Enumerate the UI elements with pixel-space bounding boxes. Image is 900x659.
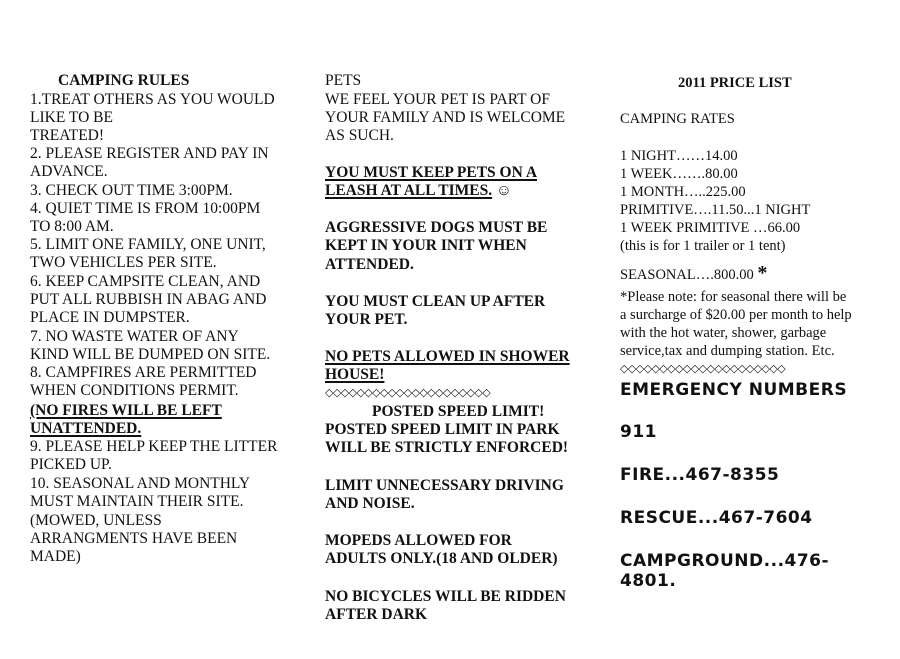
rate-line: PRIMITIVE….11.50...1 NIGHT (620, 202, 811, 218)
seasonal-note: service,tax and dumping station. Etc. (620, 343, 835, 359)
price-list-title: 2011 PRICE LIST (678, 75, 792, 91)
aggressive-dogs-rule: KEPT IN YOUR INIT WHEN (325, 237, 527, 254)
rule-line: TREATED! (30, 127, 105, 144)
rate-line: 1 WEEK…….80.00 (620, 166, 738, 182)
rate-line: (this is for 1 trailer or 1 tent) (620, 238, 786, 254)
rate-line: 1 WEEK PRIMITIVE …66.00 (620, 220, 801, 236)
emergency-911: 911 (620, 422, 657, 442)
pets-heading: PETS (325, 72, 362, 89)
pets-intro: AS SUCH. (325, 127, 394, 144)
rule-line: 8. CAMPFIRES ARE PERMITTED (30, 364, 257, 381)
asterisk-mark: * (757, 262, 768, 284)
rule-line: KIND WILL BE DUMPED ON SITE. (30, 346, 271, 363)
rule-line: MADE) (30, 548, 81, 565)
rule-line: 1.TREAT OTHERS AS YOU WOULD (30, 91, 275, 108)
pets-intro: YOUR FAMILY AND IS WELCOME (325, 109, 566, 126)
rule-line: TWO VEHICLES PER SITE. (30, 254, 217, 271)
rule-line: ADVANCE. (30, 163, 108, 180)
rate-line: 1 MONTH…..225.00 (620, 184, 746, 200)
rule-line: LIKE TO BE (30, 109, 113, 126)
rule-line: 10. SEASONAL AND MONTHLY (30, 475, 251, 492)
aggressive-dogs-rule: ATTENDED. (325, 256, 414, 273)
emergency-fire: FIRE...467-8355 (620, 465, 780, 485)
emergency-campground: CAMPGROUND...476- (620, 551, 830, 571)
emergency-campground: 4801. (620, 571, 677, 591)
emergency-rescue: RESCUE...467-7604 (620, 508, 813, 528)
smiley-icon: ☺ (496, 182, 512, 199)
seasonal-note: with the hot water, shower, garbage (620, 325, 827, 341)
rule-line: PLACE IN DUMPSTER. (30, 309, 190, 326)
cleanup-rule: YOUR PET. (325, 311, 408, 328)
mopeds-rule: ADULTS ONLY.(18 AND OLDER) (325, 550, 558, 567)
bicycles-rule: NO BICYCLES WILL BE RIDDEN (325, 588, 566, 605)
rule-line: 2. PLEASE REGISTER AND PAY IN (30, 145, 269, 162)
diamond-divider: ◇◇◇◇◇◇◇◇◇◇◇◇◇◇◇◇◇◇◇◇◇ (325, 387, 491, 399)
no-fires-note: UNATTENDED. (30, 420, 142, 437)
seasonal-note: a surcharge of $20.00 per month to help (620, 307, 852, 323)
leash-rule: YOU MUST KEEP PETS ON A (325, 164, 538, 181)
rule-line: 6. KEEP CAMPSITE CLEAN, AND (30, 273, 261, 290)
mopeds-rule: MOPEDS ALLOWED FOR (325, 532, 512, 549)
driving-rule: LIMIT UNNECESSARY DRIVING (325, 477, 564, 494)
rule-line: PICKED UP. (30, 456, 112, 473)
seasonal-note: *Please note: for seasonal there will be (620, 289, 847, 305)
shower-rule: HOUSE! (325, 366, 385, 383)
speed-limit-title: POSTED SPEED LIMIT! (372, 403, 545, 420)
aggressive-dogs-rule: AGGRESSIVE DOGS MUST BE (325, 219, 548, 236)
driving-rule: AND NOISE. (325, 495, 415, 512)
rule-line: (MOWED, UNLESS (30, 512, 162, 529)
rule-line: 3. CHECK OUT TIME 3:00PM. (30, 182, 233, 199)
camping-rules-heading: CAMPING RULES (58, 72, 190, 89)
emergency-numbers-heading: EMERGENCY NUMBERS (620, 380, 848, 400)
rate-line: 1 NIGHT……14.00 (620, 148, 738, 164)
camping-rates-heading: CAMPING RATES (620, 111, 735, 127)
cleanup-rule: YOU MUST CLEAN UP AFTER (325, 293, 546, 310)
pets-intro: WE FEEL YOUR PET IS PART OF (325, 91, 550, 108)
shower-rule: NO PETS ALLOWED IN SHOWER (325, 348, 570, 365)
rule-line: MUST MAINTAIN THEIR SITE. (30, 493, 244, 510)
leash-rule-text: LEASH AT ALL TIMES. (325, 182, 493, 199)
rule-line: 9. PLEASE HELP KEEP THE LITTER (30, 438, 278, 455)
seasonal-rate-text: SEASONAL….800.00 (620, 267, 754, 283)
rule-line: PUT ALL RUBBISH IN ABAG AND (30, 291, 267, 308)
seasonal-rate (620, 264, 767, 284)
rule-line: WHEN CONDITIONS PERMIT. (30, 382, 239, 399)
diamond-divider: ◇◇◇◇◇◇◇◇◇◇◇◇◇◇◇◇◇◇◇◇◇ (620, 363, 786, 375)
rule-line: 5. LIMIT ONE FAMILY, ONE UNIT, (30, 236, 266, 253)
rule-line: TO 8:00 AM. (30, 218, 114, 235)
rule-line: 4. QUIET TIME IS FROM 10:00PM (30, 200, 261, 217)
bicycles-rule: AFTER DARK (325, 606, 428, 623)
rule-line: 7. NO WASTE WATER OF ANY (30, 328, 239, 345)
speed-limit-text: WILL BE STRICTLY ENFORCED! (325, 439, 569, 456)
speed-limit-text: POSTED SPEED LIMIT IN PARK (325, 421, 560, 438)
leash-rule-line2 (325, 182, 512, 200)
no-fires-note: (NO FIRES WILL BE LEFT (30, 402, 222, 419)
rule-line: ARRANGMENTS HAVE BEEN (30, 530, 238, 547)
